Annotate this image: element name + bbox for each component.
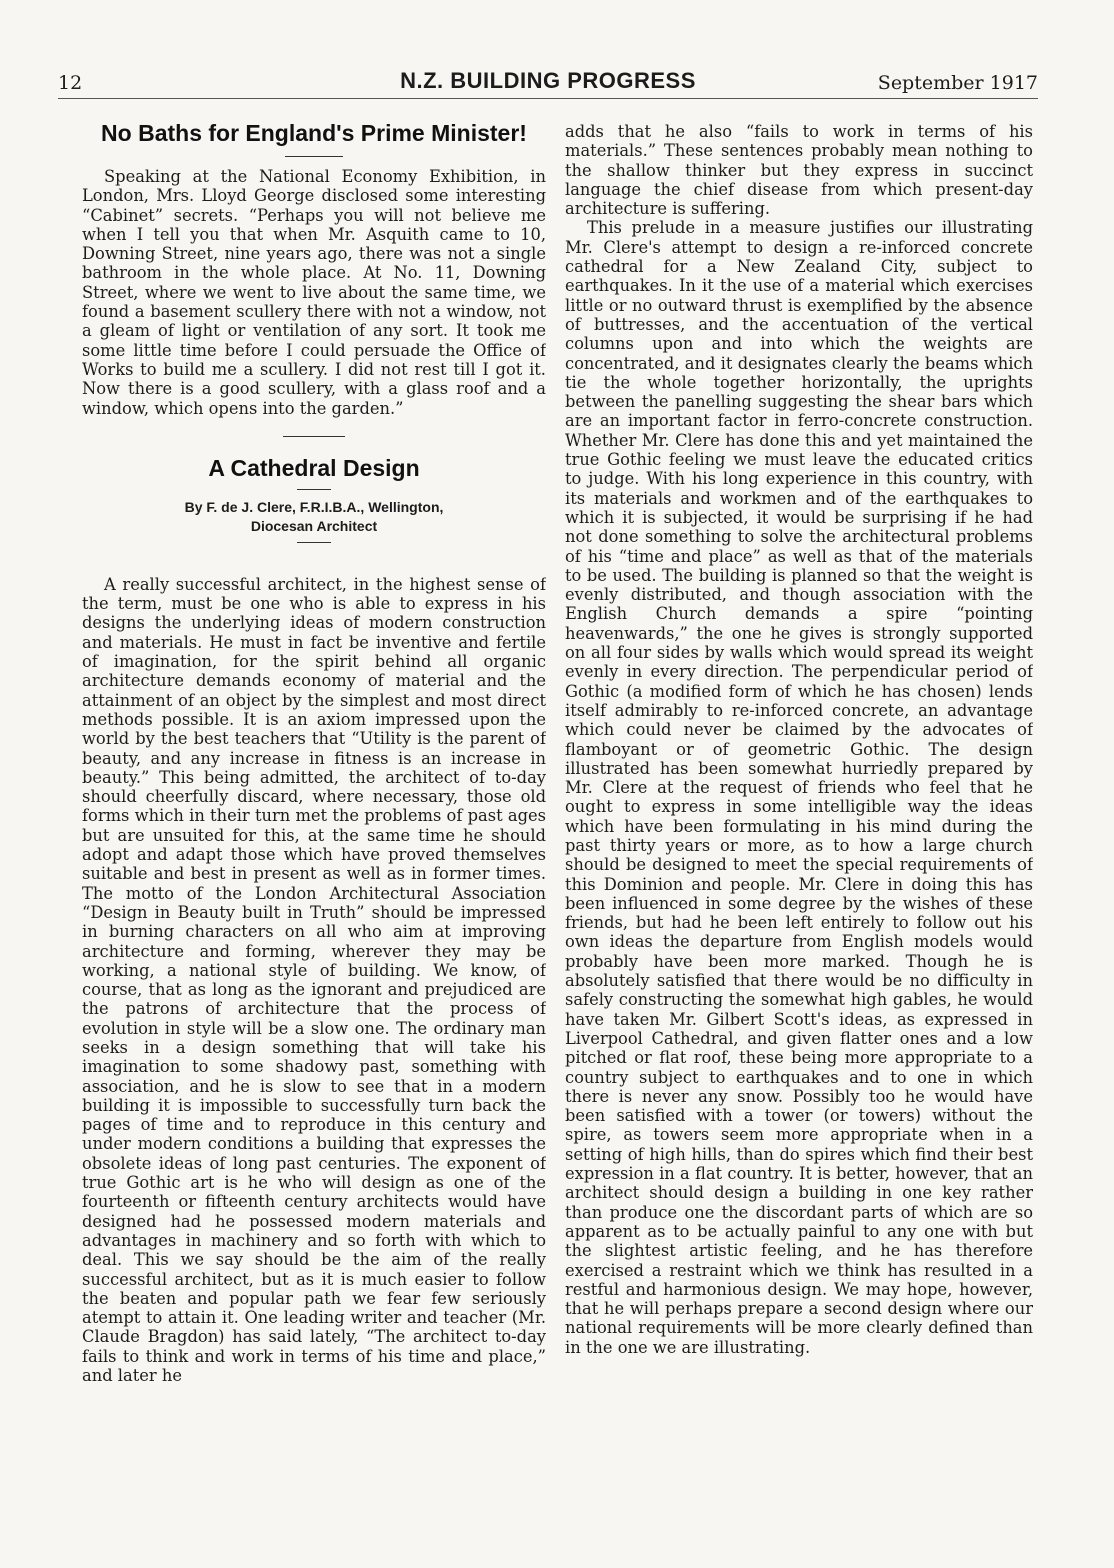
article-title-cathedral: A Cathedral Design <box>208 454 420 481</box>
article-body-cathedral-right: This prelude in a measure justifies our illustrating Mr. Clere's attempt to design a re-inforced concrete cathedral for a New Zealand City, subject to earthquakes. In it the use of a material which exercises little or no outward thrust is exemplified by the absence of buttresses, and the accentuation of the vertical columns upon and into which the weights are concentrated, and it designates clearly the beams which tie the whole together horizontally, the uprights between the panelling suggesting the shear bars which are an important factor in ferro-concrete construction. Whether Mr. Clere has done this and yet maintained the true Gothic feeling we must leave the educated critics to judge. With his long experience in this country, with its materials and workmen and of the earthquakes to which it is subjected, it would be surprising if he had not done something to solve the architectural problems of his “time and place” as well as that of the materials to be used. The building is planned so that the weight is evenly distributed, and though association with the English Church demands a spire “pointing heavenwards,” the one he gives is strongly supported on all four sides by walls which would spread its weight evenly in every direction. The perpendicular period of Gothic (a modified form of which he has chosen) lends itself admirably to re-inforced concrete, an advantage which could never be claimed by the advocates of flamboyant or of geometric Gothic. The design illustrated has been somewhat hurriedly prepared by Mr. Clere at the request of friends who feel that he ought to express in some intelligible way the ideas which have been formulating in his mind during the past thirty years or more, as to how a large church should be designed to meet the special requirements of this Dominion and people. Mr. Clere in doing this has been influenced in some degree by the wishes of these friends, but had he been left entirely to follow out his own ideas the departure from English models would probably have been more marked. Though he is absolutely satisfied that there would be no difficulty in safely constructing the somewhat high gables, he would have taken Mr. Gilbert Scott's ideas, as expressed in Liverpool Cathedral, and given flatter ones and a low pitched or flat roof, these being more appropriate to a country subject to earthquakes and to one in which there is never any snow. Possibly too he would have been satisfied with a tower (or towers) without the spire, as towers seem more appropriate when in a setting of high hills, than do spires which find their best expression in a flat country. It is better, however, that an architect should design a building in one key rather than produce one the discordant parts of which are so apparent as to be actually painful to any one with but the slightest artistic feeling, and he has therefore exercised a restraint which we think has resulted in a restful and harmonious design. We may hope, however, that he will perhaps prepare a second design where our national requirements will be more clearly defined than in the one we are illustrating. <box>565 218 1033 1357</box>
article-body-cathedral-left: A really successful architect, in the highest sense of the term, must be one who is able to express in his designs the underlying ideas of modern construction and materials. He must in fact be inventive and fertile of imagination, for the spirit behind all organic architecture demands economy of material and the attainment of an object by the simplest and most direct methods possible. It is an axiom impressed upon the world by the best teachers that “Utility is the parent of beauty, and any increase in fitness is an increase in beauty.” This being admitted, the architect of to-day should cheerfully discard, where necessary, those old forms which in their turn met the problems of past ages but are unsuited for this, at the same time he should adopt and adapt those which have proved themselves suitable and best in present as well as in former times. The motto of the London Architectural Association “Design in Beauty built in Truth” should be impressed in burning characters on all who aim at improving architecture and forming, wherever they may be working, a national style of building. We know, of course, that as long as the ignorant and prejudiced are the patrons of architecture that the process of evolution in style will be a slow one. The ordinary man seeks in a design something that will take his imagination to some shadowy past, something with association, and he is slow to see that in a modern building it is impossible to successfully turn back the pages of time and to reproduce in this century and under modern conditions a building that expresses the obsolete ideas of long past centuries. The exponent of true Gothic art is he who will design as one of the fourteenth or fifteenth century architects would have designed had he possessed modern materials and advantages in machinery and so forth with which to deal. This we say should be the aim of the really successful architect, but as it is much easier to follow the beaten and popular path we fear few seriously atempt to attain it. One leading writer and teacher (Mr. Claude Bragdon) has said lately, “The architect to-day fails to think and work in terms of his time and place,” and later he <box>82 574 546 1386</box>
article-body-cathedral-continued: adds that he also “fails to work in terms of his materials.” These sentences probably mean nothing to the shallow thinker but they express in succinct language the chief disease from which present-day architecture is suffering. <box>565 122 1033 219</box>
title-rule <box>297 489 331 490</box>
publication-title: N.Z. BUILDING PROGRESS <box>400 68 696 93</box>
byline-rule <box>297 542 331 543</box>
article-title-prime-minister: No Baths for England's Prime Minister! <box>101 120 527 146</box>
title-rule <box>285 156 343 157</box>
byline-author: By F. de J. Clere, F.R.I.B.A., Wellington, <box>184 498 444 515</box>
byline <box>82 498 546 536</box>
article-body-prime-minister: Speaking at the National Economy Exhibition, in London, Mrs. Lloyd George disclosed some interesting “Cabinet” secrets. “Perhaps you will not believe me when I tell you that when Mr. Asquith came to 10, Downing Street, nine years ago, there was not a single bathroom in the whole place. At No. 11, Downing Street, where we went to live about the same time, we found a basement scullery there with not a window, not a gleam of light or ventilation of any sort. It took me some little time before I could persuade the Office of Works to build me a scullery. I did not rest till I got it. Now there is a good scullery, with a glass roof and a window, which opens into the garden.” <box>82 167 546 418</box>
article-separator <box>283 436 345 437</box>
right-column <box>565 122 1033 1512</box>
page-number: 12 <box>58 72 83 94</box>
page-header <box>58 68 1038 98</box>
byline-role: Diocesan Architect <box>250 517 378 534</box>
left-column <box>82 118 546 1508</box>
issue-date: September 1917 <box>877 72 1038 94</box>
header-divider <box>58 98 1038 99</box>
